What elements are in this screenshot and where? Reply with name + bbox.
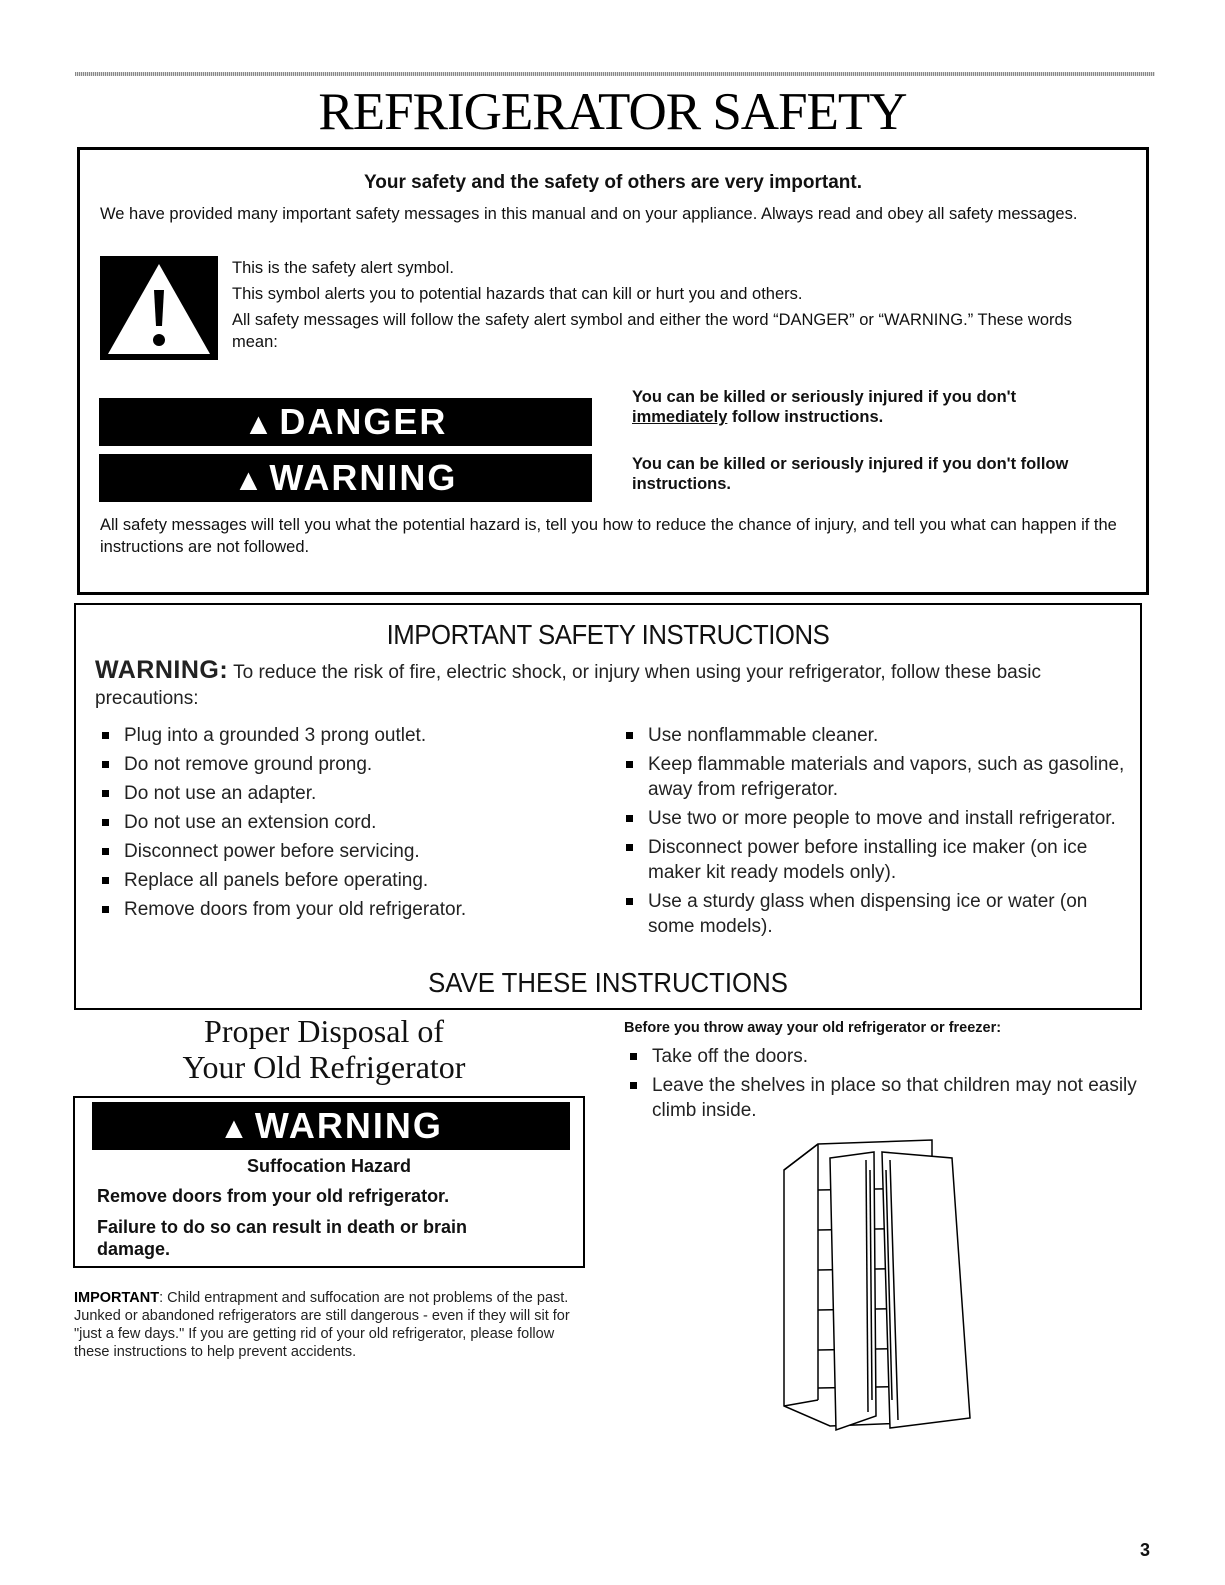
hazard-title: Suffocation Hazard [246,1156,411,1176]
hazard-instruction: Remove doors from your old refrigerator. [97,1186,450,1206]
danger-desc-text: You can be killed or seriously injured if you don't [632,388,1017,406]
list-item: Plug into a grounded 3 prong outlet. [92,723,592,748]
danger-label: DANGER [279,401,448,442]
alert-line: This symbol alerts you to potential hazards that can kill or hurt you and others. [232,285,803,303]
alert-line: All safety messages will follow the safety alert symbol and either the word “DANGER” or “WARNING.” These words mean: [232,311,1072,351]
list-item: Disconnect power before installing ice maker (on ice maker kit ready models only). [616,835,1126,885]
warning-description: You can be killed or seriously injured if you don't follow instructions. [632,455,1069,493]
precautions-list-left [92,723,592,926]
alert-symbol-text [232,257,1112,357]
important-paragraph [74,1289,589,1361]
safety-alert-icon [100,256,218,360]
list-item: Keep flammable materials and vapors, such as gasoline, away from refrigerator. [616,752,1126,802]
hazard-consequence: Failure to do so can result in death or brain damage. [97,1217,468,1259]
instructions-title: IMPORTANT SAFETY INSTRUCTIONS [386,619,830,650]
disposal-steps-list [620,1044,1140,1127]
important-label: IMPORTANT [74,1290,160,1306]
warning-text: To reduce the risk of fire, electric shock, or injury when using your refrigerator, follow these basic precautions: [95,662,1041,709]
important-text: : Child entrapment and suffocation are not problems of the past. Junked or abandoned refrigerators are still dangerous - even if they will sit for "just a few days." If you are getting rid of your old refrigerator, please follow these instructions to help prevent accidents. [74,1290,570,1360]
list-item: Do not use an extension cord. [92,810,592,835]
list-item: Use nonflammable cleaner. [616,723,1126,748]
danger-description [632,387,1132,427]
warning-signal-word [92,1102,570,1150]
alert-line: This is the safety alert symbol. [232,259,454,277]
alert-triangle-icon: ▲ [233,464,266,497]
page-title: REFRIGERATOR SAFETY [318,83,907,141]
danger-desc-emphasis: immediately [632,408,728,426]
warning-signal-word [99,454,592,502]
warning-label: WARNING [254,1105,443,1146]
list-item: Leave the shelves in place so that children may not easily climb inside. [620,1073,1140,1123]
warning-label: WARNING [269,457,458,498]
alert-triangle-icon: ▲ [243,408,276,441]
disposal-title [74,1013,574,1085]
save-instructions-heading: SAVE THESE INSTRUCTIONS [428,967,788,998]
important-instructions-box [74,603,1142,1010]
precautions-list-right [616,723,1126,943]
safety-heading: Your safety and the safety of others are very important. [363,172,862,193]
page-number: 3 [1139,1540,1150,1560]
suffocation-warning-box [73,1096,585,1268]
safety-intro-text: We have provided many important safety messages in this manual and on your appliance. Always read and obey all safety messages. [100,205,1078,223]
danger-desc-text-end: follow instructions. [731,408,884,426]
list-item: Remove doors from your old refrigerator. [92,897,592,922]
list-item: Do not use an adapter. [92,781,592,806]
danger-signal-word [99,398,592,446]
list-item: Use two or more people to move and install refrigerator. [616,806,1126,831]
disposal-steps-heading: Before you throw away your old refrigerator or freezer: [624,1020,1002,1036]
list-item: Use a sturdy glass when dispensing ice or water (on some models). [616,889,1126,939]
disposal-title-line: Your Old Refrigerator [182,1049,466,1085]
list-item: Take off the doors. [620,1044,1140,1069]
instructions-warning [95,657,1115,712]
list-item: Do not remove ground prong. [92,752,592,777]
list-item: Disconnect power before servicing. [92,839,592,864]
alert-triangle-icon: ▲ [219,1112,251,1145]
safety-intro-box [77,147,1149,595]
safety-outro-text: All safety messages will tell you what the potential hazard is, tell you how to reduce the chance of injury, and tell you what can happen if the instructions are not followed. [100,516,1117,556]
refrigerator-illustration [770,1130,990,1440]
warning-word: WARNING: [95,656,229,684]
disposal-title-line: Proper Disposal of [204,1013,444,1049]
list-item: Replace all panels before operating. [92,868,592,893]
top-rule [75,72,1155,76]
